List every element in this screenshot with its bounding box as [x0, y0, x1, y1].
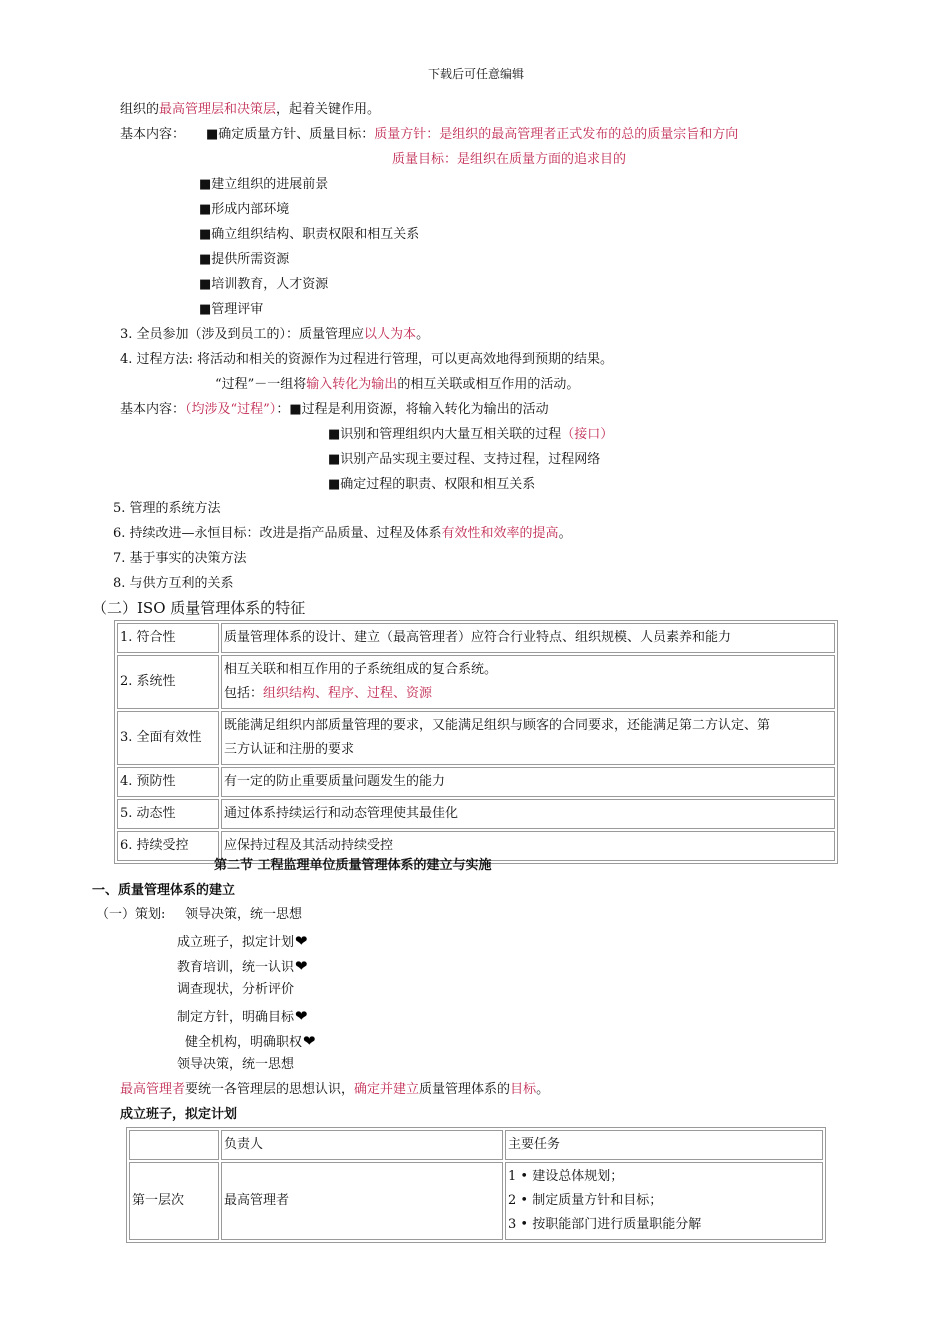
plan-step	[177, 956, 308, 977]
plan-step	[185, 1031, 316, 1052]
principle-6	[113, 525, 572, 543]
basic-content-label: 基本内容：	[120, 402, 186, 417]
quality-policy-def: 质量方针：是组织的最高管理者正式发布的总的质量宗旨和方向	[374, 127, 739, 142]
highlight-text: 以人为本	[364, 327, 417, 342]
text: ■识别和管理组织内大量互相关联的过程	[328, 427, 562, 442]
basic-item-interface	[328, 426, 613, 444]
text: 要统一各管理层的思想认识，	[185, 1082, 355, 1097]
principle-3	[120, 326, 429, 344]
text: 的相互关联或相互作用的活动。	[397, 377, 580, 392]
feature-name: 3. 全面有效性	[117, 711, 219, 765]
basic-item: ■培训教育，人才资源	[199, 277, 329, 292]
basic-item-policy	[206, 126, 738, 144]
principle-5: 5. 管理的系统方法	[113, 501, 221, 516]
item-prefix: ■确定质量方针、质量目标：	[206, 127, 375, 142]
desc-line: 既能满足组织内部质量管理的要求，又能满足组织与顾客的合同要求，还能满足第二方认定、第	[224, 718, 771, 733]
features-table	[114, 620, 838, 864]
plan-label: （一）策划:	[96, 907, 166, 922]
feature-name: 1. 符合性	[117, 623, 219, 653]
paragraph-top-manager-goal	[120, 1081, 549, 1099]
plan-step: 领导决策，统一思想	[177, 1057, 295, 1072]
basic-item: ■识别产品实现主要过程、支持过程，过程网络	[328, 452, 601, 467]
heart-icon: ❤	[295, 1007, 308, 1025]
basic-item: ■过程是利用资源，将输入转化为输出的活动	[289, 402, 549, 417]
desc-line	[224, 682, 832, 706]
text: 。	[416, 327, 430, 342]
feature-desc	[221, 711, 835, 765]
task-item: 1 • 建设总体规划；	[508, 1169, 624, 1184]
feature-name: 4. 预防性	[117, 767, 219, 797]
text: 3. 全员参加（涉及到员工的）：质量管理应	[120, 327, 365, 342]
page-header: 下载后可任意编辑	[428, 67, 525, 81]
task-item: 2 • 制定质量方针和目标；	[508, 1193, 663, 1208]
basic-item: ■确立组织结构、职责权限和相互关系	[199, 227, 420, 242]
step-text: 健全机构，明确职权	[185, 1035, 303, 1050]
task-item: 3 • 按职能部门进行质量职能分解	[508, 1217, 702, 1232]
feature-desc	[221, 655, 835, 709]
heart-icon: ❤	[295, 957, 308, 975]
text: 6. 持续改进—永恒目标：改进是指产品质量、过程及体系	[113, 526, 442, 541]
highlight-text: 最高管理层和决策层	[159, 102, 277, 117]
text: 组织的	[120, 102, 160, 117]
basic-content-2	[120, 401, 549, 419]
plan-step: 调查现状，分析评价	[177, 982, 295, 997]
text: 。	[536, 1082, 550, 1097]
basic-item: ■管理评审	[199, 302, 264, 317]
chapter-heading: 第二节 工程监理单位质量管理体系的建立与实施	[214, 858, 492, 873]
basic-item: ■建立组织的进展前景	[199, 177, 329, 192]
level-cell: 第一层次	[129, 1162, 219, 1240]
quality-goal-def: 质量目标：是组织在质量方面的追求目的	[392, 152, 627, 167]
highlight-text: 输入转化为输出	[306, 377, 398, 392]
column-header: 主要任务	[505, 1130, 823, 1160]
table-header-row	[129, 1130, 823, 1160]
part-heading: 一、质量管理体系的建立	[92, 883, 236, 898]
section-heading: （二）ISO 质量管理体系的特征	[92, 599, 306, 617]
table-row	[117, 799, 835, 829]
step-text: 成立班子，拟定计划	[177, 935, 295, 950]
heart-icon: ❤	[303, 1032, 316, 1050]
highlight-text: 最高管理者	[120, 1082, 186, 1097]
highlight-text: 组织结构、程序、过程、资源	[263, 686, 433, 701]
feature-name: 2. 系统性	[117, 655, 219, 709]
colon: ：	[276, 402, 290, 417]
plan-step	[177, 1006, 308, 1027]
table-row	[117, 711, 835, 765]
highlight-text: 目标	[510, 1082, 537, 1097]
highlight-text: 确定并建立	[354, 1082, 420, 1097]
team-heading: 成立班子，拟定计划	[120, 1107, 238, 1122]
step-text: 制定方针，明确目标	[177, 1010, 295, 1025]
tasks-cell	[505, 1162, 823, 1240]
feature-desc: 有一定的防止重要质量问题发生的能力	[221, 767, 835, 797]
feature-name: 5. 动态性	[117, 799, 219, 829]
principle-8: 8. 与供方互利的关系	[113, 576, 234, 591]
basic-item: ■提供所需资源	[199, 252, 290, 267]
table-row	[117, 767, 835, 797]
table-row	[129, 1162, 823, 1240]
paragraph-top-management	[120, 101, 380, 119]
text: ，起着关键作用。	[276, 102, 381, 117]
text: 质量管理体系的	[419, 1082, 511, 1097]
highlight-text: （接口）	[561, 427, 614, 442]
feature-desc: 通过体系持续运行和动态管理使其最佳化	[221, 799, 835, 829]
table-row	[117, 623, 835, 653]
feature-name: 6. 持续受控	[117, 831, 219, 861]
highlight-text: 有效性和效率的提高	[441, 526, 559, 541]
process-definition	[215, 376, 579, 394]
table-row	[117, 655, 835, 709]
feature-desc: 应保持过程及其活动持续受控	[221, 831, 835, 861]
plan-step: 领导决策，统一思想	[185, 907, 303, 922]
person-cell: 最高管理者	[221, 1162, 503, 1240]
text: 包括：	[224, 686, 264, 701]
column-header	[129, 1130, 219, 1160]
text: 。	[558, 526, 572, 541]
process-note: （均涉及“过程”）	[185, 402, 277, 417]
plan-step	[177, 931, 308, 952]
basic-item: ■形成内部环境	[199, 202, 290, 217]
team-table	[126, 1127, 826, 1243]
text: “过程”－一组将	[215, 377, 307, 392]
desc-line: 三方认证和注册的要求	[224, 742, 355, 757]
principle-7: 7. 基于事实的决策方法	[113, 551, 247, 566]
heart-icon: ❤	[295, 932, 308, 950]
step-text: 教育培训，统一认识	[177, 960, 295, 975]
column-header: 负责人	[221, 1130, 503, 1160]
basic-item: ■确定过程的职责、权限和相互关系	[328, 477, 536, 492]
principle-4: 4. 过程方法: 将活动和相关的资源作为过程进行管理，可以更高效地得到预期的结果。	[120, 352, 614, 367]
desc-line: 相互关联和相互作用的子系统组成的复合系统。	[224, 662, 498, 677]
basic-content-label: 基本内容：	[120, 127, 186, 142]
feature-desc: 质量管理体系的设计、建立（最高管理者）应符合行业特点、组织规模、人员素养和能力	[221, 623, 835, 653]
